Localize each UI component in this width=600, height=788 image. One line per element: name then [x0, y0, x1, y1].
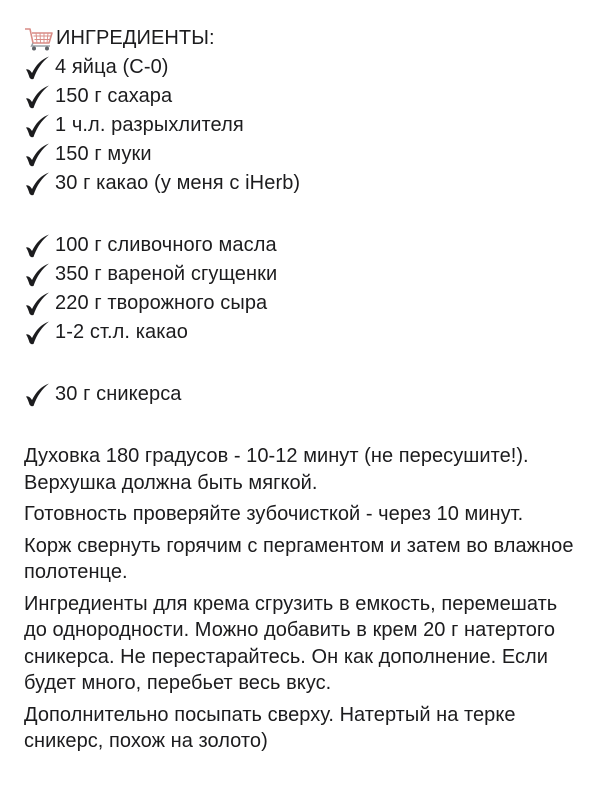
ingredients-heading	[24, 24, 584, 53]
ingredient-text: 4 яйца (С-0)	[55, 56, 169, 78]
ingredient-item	[24, 169, 584, 198]
spacer	[24, 347, 584, 380]
ingredient-text: 350 г вареной сгущенки	[55, 263, 278, 285]
check-mark-icon	[24, 142, 51, 168]
recipe-note	[24, 24, 584, 760]
instruction-paragraph: Корж свернуть горячим с пергаментом и затем во влажное полотенце.	[24, 534, 574, 583]
check-mark-icon	[24, 171, 51, 197]
spacer	[24, 409, 584, 443]
check-mark-icon	[24, 320, 51, 346]
ingredient-item	[24, 82, 584, 111]
ingredient-item	[24, 289, 584, 318]
ingredient-text: 150 г сахара	[55, 85, 173, 107]
check-mark-icon	[24, 113, 51, 139]
check-mark-icon	[24, 291, 51, 317]
check-mark-icon	[24, 262, 51, 288]
ingredient-text: 100 г сливочного масла	[55, 234, 277, 256]
ingredient-item	[24, 260, 584, 289]
ingredient-text: 220 г творожного сыра	[55, 292, 268, 314]
instruction-paragraph: Духовка 180 градусов - 10-12 минут (не пересушите!). Верхушка должна быть мягкой.	[24, 445, 529, 494]
spacer	[24, 198, 584, 231]
shopping-cart-icon	[24, 26, 54, 52]
check-mark-icon	[24, 55, 51, 81]
ingredient-text: 150 г муки	[55, 143, 152, 165]
ingredient-item	[24, 111, 584, 140]
ingredient-text: 1 ч.л. разрыхлителя	[55, 114, 244, 136]
check-mark-icon	[24, 382, 51, 408]
ingredient-item	[24, 380, 584, 409]
instruction-paragraph: Дополнительно посыпать сверху. Натертый на терке сникерс, похож на золото)	[24, 703, 516, 752]
ingredient-text: 30 г сникерса	[55, 383, 182, 405]
ingredient-text: 30 г какао (у меня с iHerb)	[55, 172, 301, 194]
ingredient-item	[24, 53, 584, 82]
check-mark-icon	[24, 233, 51, 259]
check-mark-icon	[24, 84, 51, 110]
ingredient-text: 1-2 ст.л. какао	[55, 321, 188, 343]
instruction-paragraph: Готовность проверяйте зубочисткой - через 10 минут.	[24, 503, 524, 525]
heading-text: ИНГРЕДИЕНТЫ:	[56, 27, 215, 49]
ingredient-item	[24, 140, 584, 169]
ingredient-item	[24, 318, 584, 347]
instruction-paragraph: Ингредиенты для крема сгрузить в емкость, перемешать до однородности. Можно добавить в крем 20 г натертого сникерса. Не перестарайтесь. Он как дополнение. Если будет много, перебьет весь вкус.	[24, 592, 558, 694]
ingredient-item	[24, 231, 584, 260]
